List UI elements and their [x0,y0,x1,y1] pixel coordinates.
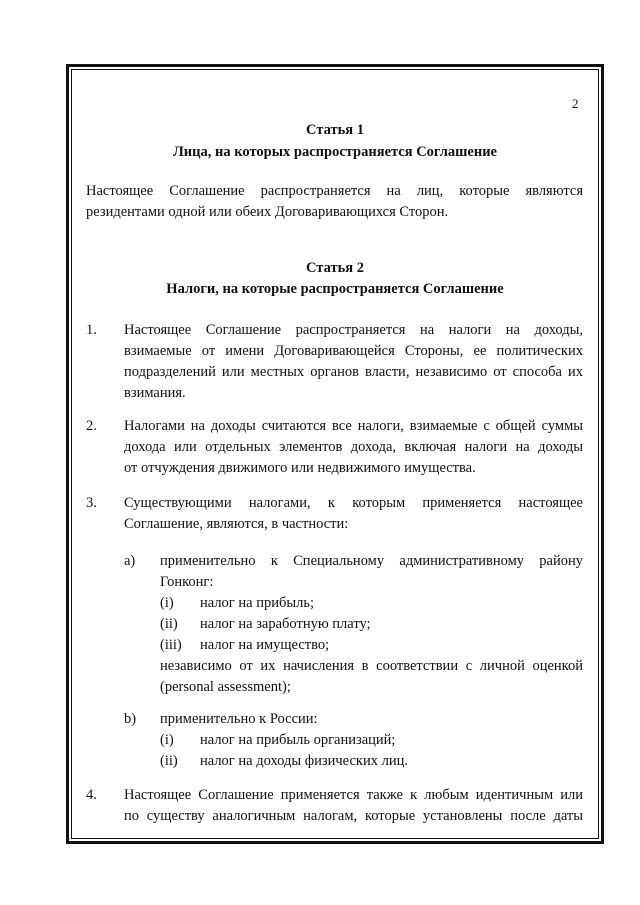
sub-a-line-1: применительно к Специальному административному району [160,553,583,569]
sub-a-tax-2-text: налог на заработную плату; [200,616,371,632]
item-1-line-4: взимания. [124,385,186,401]
sub-a-tax-3-numeral: (iii) [160,637,182,653]
item-4-number: 4. [86,787,97,803]
article-2-subheading: Налоги, на которые распространяется Соглашение [166,281,504,297]
sub-b-label: b) [124,711,137,727]
sub-a-tail-line-2: (personal assessment); [160,679,291,695]
item-1-number: 1. [86,322,97,338]
item-2-line-3: от отчуждения движимого или недвижимого имущества. [124,460,476,476]
sub-a-tail-line-1: независимо от их начисления в соответствии с личной оценкой [160,658,583,674]
article-2-heading: Статья 2 [306,260,364,276]
sub-b-tax-1-text: налог на прибыль организаций; [200,732,396,748]
article-1-subheading: Лица, на которых распространяется Соглашение [173,144,497,160]
item-3-line-2: Соглашение, являются, в частности: [124,516,349,532]
sub-b-tax-2-numeral: (ii) [160,753,178,769]
item-2-line-1: Налогами на доходы считаются все налоги, взимаемые с общей суммы [124,418,583,434]
item-4-line-1: Настоящее Соглашение применяется также к любым идентичным или [124,787,583,803]
item-1-line-1: Настоящее Соглашение распространяется на налоги на доходы, [124,322,583,338]
item-1-line-3: подразделений или местных органов власти, независимо от способа их [124,364,583,380]
sub-b-line-1: применительно к России: [160,711,318,727]
sub-a-label: a) [124,553,136,569]
page-number: 2 [572,96,579,111]
article-1-text-line-2: резидентами одной или обеих Договаривающихся Сторон. [86,204,449,220]
sub-a-tax-1-numeral: (i) [160,595,174,611]
item-3-number: 3. [86,495,97,511]
item-2-number: 2. [86,418,97,434]
sub-b-tax-2-text: налог на доходы физических лиц. [200,753,408,769]
sub-a-tax-1-text: налог на прибыль; [200,595,314,611]
article-1-text-line-1: Настоящее Соглашение распространяется на лиц, которые являются [86,183,583,199]
item-1-line-2: взимаемые от имени Договаривающейся Стороны, ее политических [124,343,583,359]
sub-a-tax-2-numeral: (ii) [160,616,178,632]
sub-a-line-2: Гонконг: [160,574,214,590]
item-3-line-1: Существующими налогами, к которым применяется настоящее [124,495,583,511]
item-2-line-2: дохода или отдельных элементов дохода, включая налоги на доходы [124,439,583,455]
sub-a-tax-3-text: налог на имущество; [200,637,330,653]
item-4-line-2: по существу аналогичным налогам, которые установлены после даты [124,808,583,824]
sub-b-tax-1-numeral: (i) [160,732,174,748]
article-1-heading: Статья 1 [306,122,364,138]
